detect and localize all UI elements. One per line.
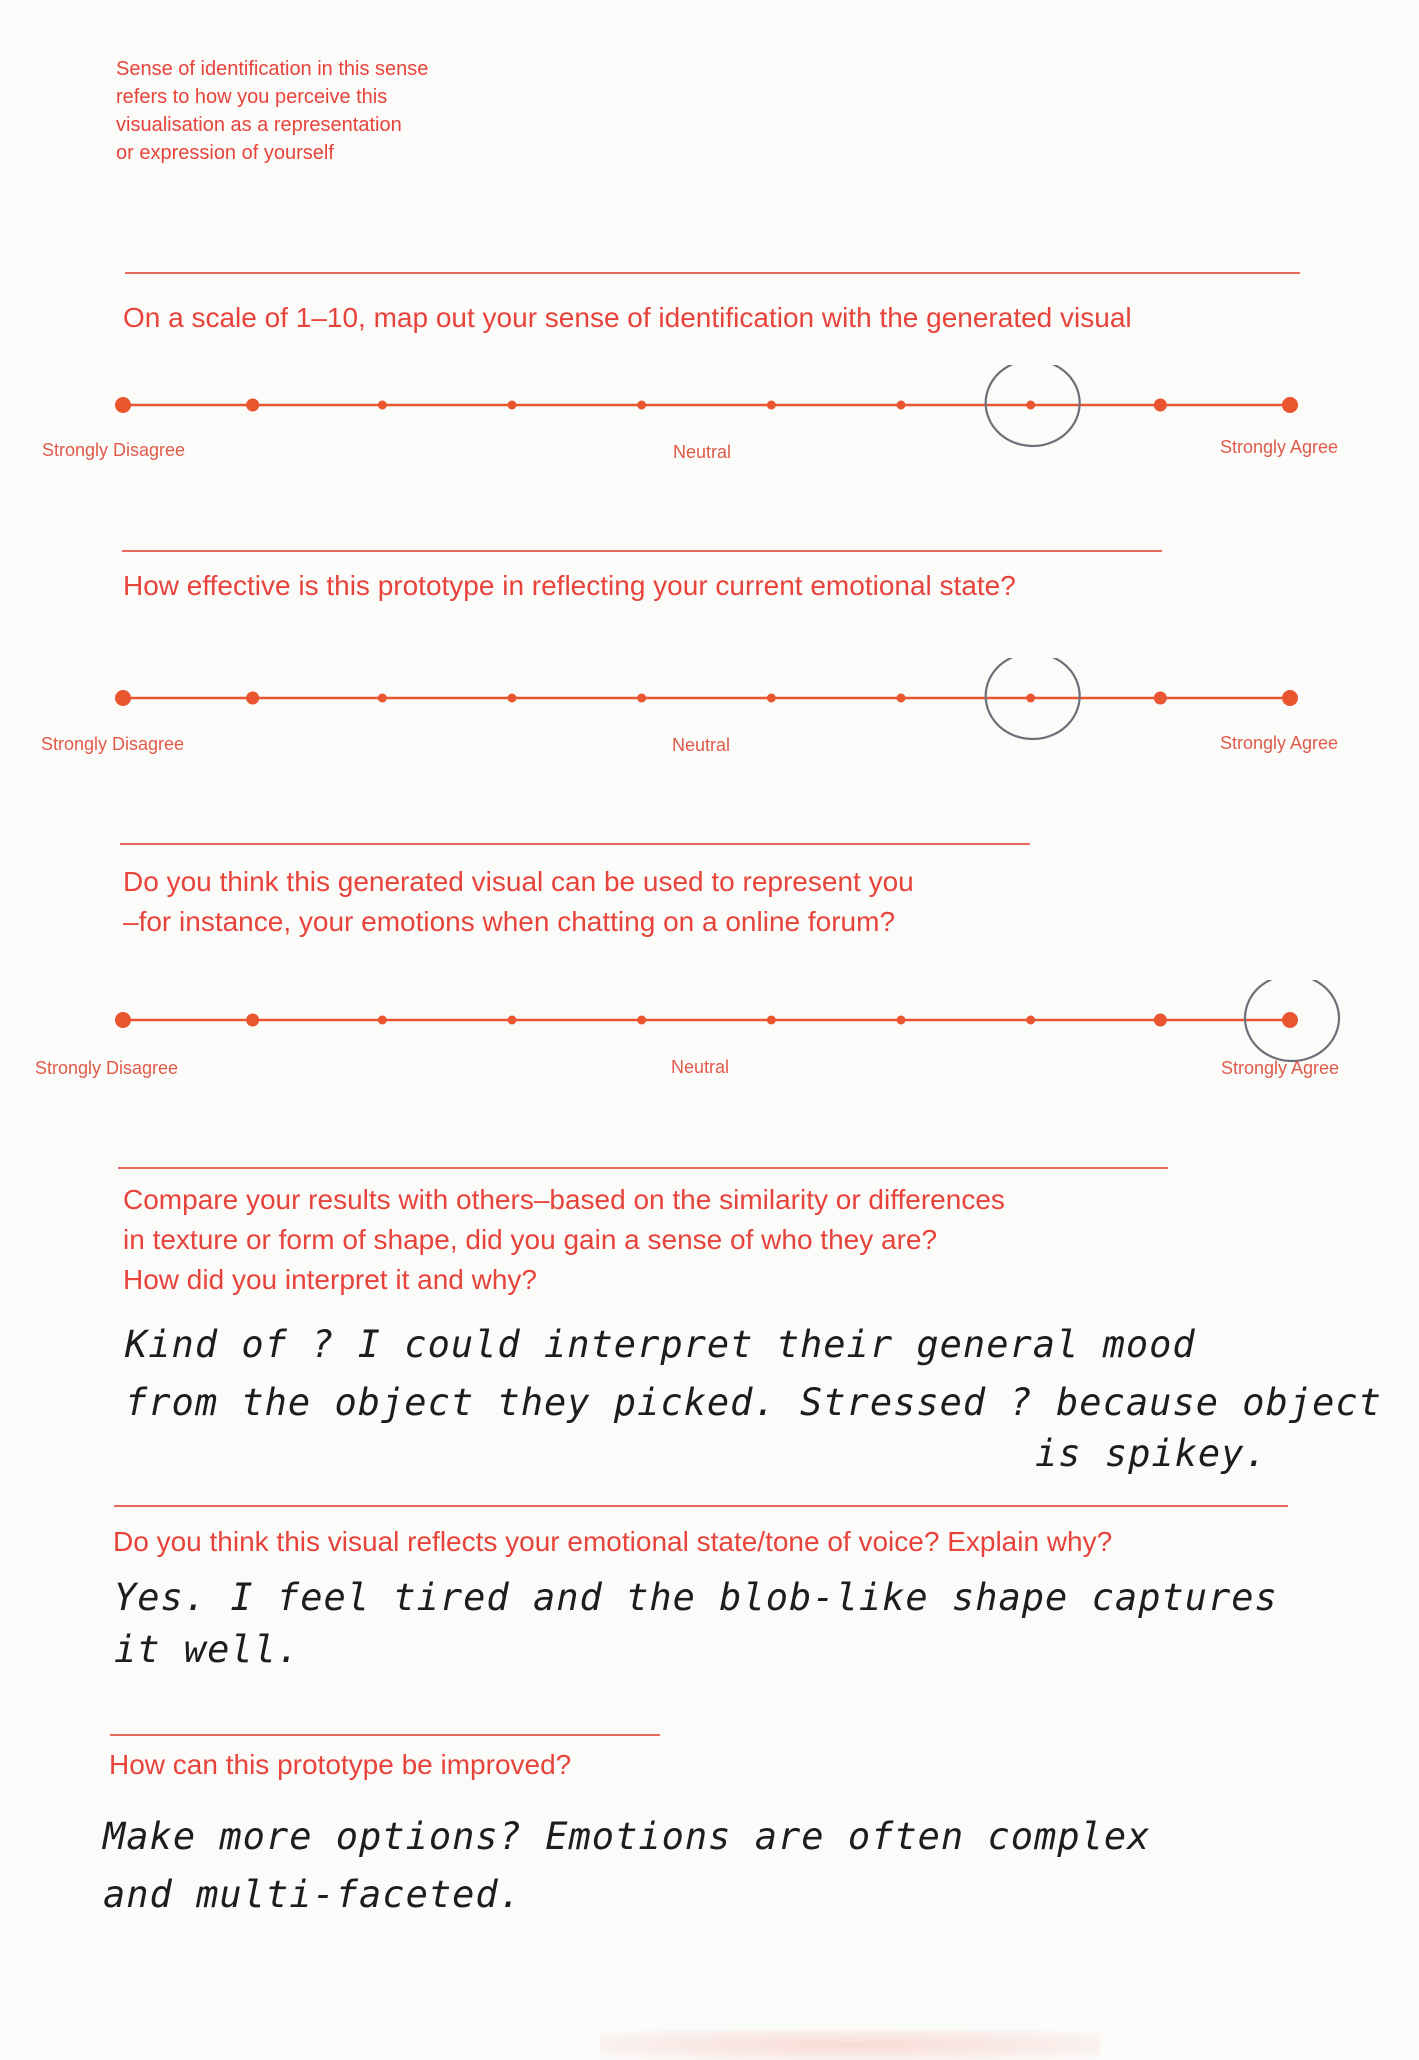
scale-point-10[interactable] xyxy=(1282,690,1298,706)
scale-point-3[interactable] xyxy=(378,401,387,410)
scale-label-middle: Neutral xyxy=(671,1057,730,1077)
divider-rule xyxy=(125,272,1300,274)
question-line: –for instance, your emotions when chatting on a online forum? xyxy=(123,906,896,937)
divider-rule xyxy=(114,1505,1288,1507)
question-6 xyxy=(109,1745,1339,1785)
scale-point-9[interactable] xyxy=(1154,1014,1167,1027)
question-line: Do you think this generated visual can be used to represent you xyxy=(123,866,914,897)
question-line: How can this prototype be improved? xyxy=(109,1749,572,1780)
intro-note xyxy=(116,55,536,167)
scale-point-2[interactable] xyxy=(246,399,259,412)
question-5 xyxy=(113,1522,1343,1562)
scale-point-6[interactable] xyxy=(767,1016,776,1025)
intro-note-line: refers to how you perceive this xyxy=(116,86,388,108)
scale-point-5[interactable] xyxy=(637,694,646,703)
scale-label-right: Strongly Agree xyxy=(1220,437,1339,457)
handwritten-answer-3[interactable] xyxy=(103,1808,1150,1924)
scale-label-left: Strongly Disagree xyxy=(42,440,186,460)
answer-line: Yes. I feel tired and the blob-like shape captures xyxy=(114,1576,1278,1619)
scale-point-7[interactable] xyxy=(897,1016,906,1025)
paper-stain xyxy=(600,2030,1100,2060)
answer-line: and multi-faceted. xyxy=(103,1873,522,1916)
divider-rule xyxy=(122,550,1162,552)
scale-point-4[interactable] xyxy=(508,401,517,410)
scale-point-8[interactable] xyxy=(1026,1016,1035,1025)
question-line: How effective is this prototype in reflecting your current emotional state? xyxy=(123,570,1016,601)
scale-point-4[interactable] xyxy=(508,1016,517,1025)
intro-note-line: Sense of identification in this sense xyxy=(116,58,429,80)
handwritten-answer-2[interactable] xyxy=(114,1572,1278,1676)
scale-label-right: Strongly Agree xyxy=(1221,1058,1340,1078)
scale-label-left: Strongly Disagree xyxy=(35,1058,179,1078)
question-line: Compare your results with others–based on the similarity or differences xyxy=(123,1184,1005,1215)
scale-label-left: Strongly Disagree xyxy=(41,734,185,754)
divider-rule xyxy=(118,1167,1168,1169)
scale-point-1[interactable] xyxy=(115,1012,131,1028)
scale-point-2[interactable] xyxy=(246,1014,259,1027)
answer-line: is spikey. xyxy=(1035,1432,1268,1475)
divider-rule xyxy=(120,843,1030,845)
scale-point-8[interactable] xyxy=(1026,401,1035,410)
scale-label-right: Strongly Agree xyxy=(1220,733,1339,753)
question-3 xyxy=(123,862,1353,942)
intro-note-line: or expression of yourself xyxy=(116,142,334,164)
scale-label-middle: Neutral xyxy=(673,442,732,462)
question-4 xyxy=(123,1180,1353,1300)
scale-point-6[interactable] xyxy=(767,401,776,410)
scale-point-9[interactable] xyxy=(1154,692,1167,705)
question-line: On a scale of 1–10, map out your sense of identification with the generated visual xyxy=(123,302,1132,333)
scale-point-6[interactable] xyxy=(767,694,776,703)
answer-line: it well. xyxy=(114,1628,301,1671)
scale-point-8[interactable] xyxy=(1026,694,1035,703)
question-line: Do you think this visual reflects your emotional state/tone of voice? Explain why? xyxy=(113,1526,1113,1557)
question-1 xyxy=(123,298,1353,338)
divider-rule xyxy=(110,1734,660,1736)
scale-point-2[interactable] xyxy=(246,692,259,705)
scale-point-3[interactable] xyxy=(378,694,387,703)
scale-point-7[interactable] xyxy=(897,401,906,410)
scale-point-10[interactable] xyxy=(1282,397,1298,413)
question-2 xyxy=(123,566,1353,606)
question-line: in texture or form of shape, did you gain a sense of who they are? xyxy=(123,1224,938,1255)
scale-point-10[interactable] xyxy=(1282,1012,1298,1028)
answer-line: Kind of ? I could interpret their general mood xyxy=(125,1323,1196,1366)
scale-point-1[interactable] xyxy=(115,397,131,413)
scale-point-1[interactable] xyxy=(115,690,131,706)
scale-point-7[interactable] xyxy=(897,694,906,703)
scale-label-middle: Neutral xyxy=(672,735,731,755)
scale-point-5[interactable] xyxy=(637,1016,646,1025)
scale-point-9[interactable] xyxy=(1154,399,1167,412)
intro-note-line: visualisation as a representation xyxy=(116,114,402,136)
answer-line: from the object they picked. Stressed ? because object xyxy=(125,1381,1382,1424)
answer-line: Make more options? Emotions are often complex xyxy=(103,1815,1151,1858)
scale-point-4[interactable] xyxy=(508,694,517,703)
question-line: How did you interpret it and why? xyxy=(123,1264,537,1295)
scale-point-5[interactable] xyxy=(637,401,646,410)
scale-point-3[interactable] xyxy=(378,1016,387,1025)
handwritten-answer-1[interactable] xyxy=(125,1316,1382,1476)
